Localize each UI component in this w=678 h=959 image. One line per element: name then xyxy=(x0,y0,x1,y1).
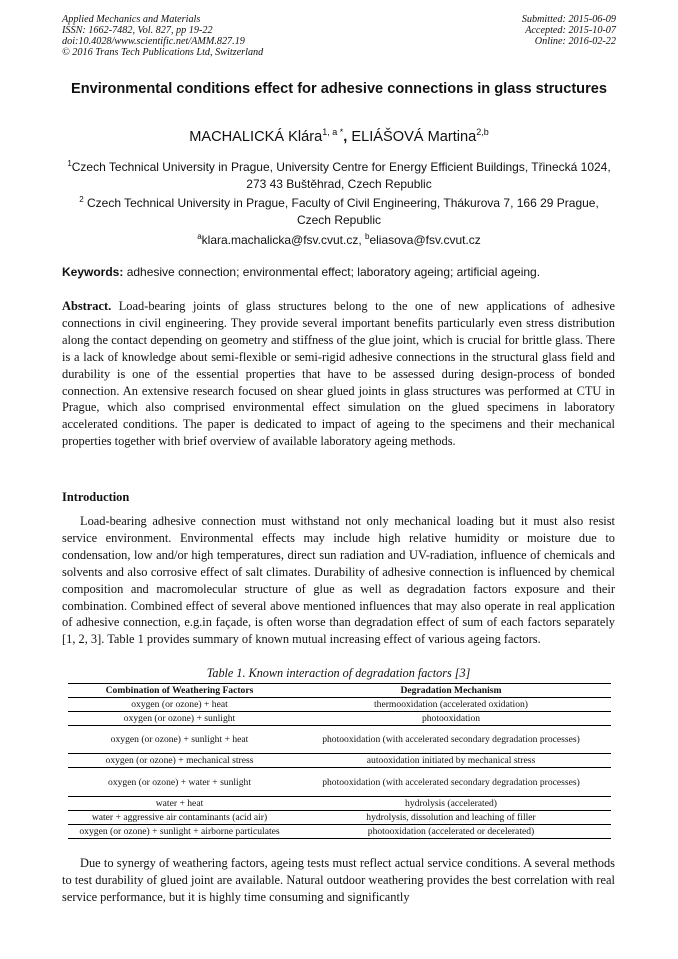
keywords-text: adhesive connection; environmental effect; laboratory ageing; artificial ageing. xyxy=(123,265,541,279)
submitted-date: Submitted: 2015-06-09 xyxy=(521,14,616,25)
table-row xyxy=(68,712,611,726)
email-a: klara.machalicka@fsv.cvut.cz, xyxy=(201,233,365,247)
table-row xyxy=(68,811,611,825)
author-1-sup: 1, a * xyxy=(322,127,344,137)
table-cell: photooxidation (accelerated or decelerated) xyxy=(291,825,611,839)
keywords-label: Keywords: xyxy=(62,265,124,279)
affiliation-1-sup: 1 xyxy=(67,159,72,168)
table-row xyxy=(68,754,611,768)
author-1: MACHALICKÁ Klára xyxy=(189,128,323,145)
table-cell: thermooxidation (accelerated oxidation) xyxy=(291,698,611,712)
journal-name: Applied Mechanics and Materials xyxy=(62,14,201,25)
author-separator: , xyxy=(343,128,352,145)
abstract-text: Load-bearing joints of glass structures belong to the one of new applications of adhesive connections in civil engineering. They provide several important benefits particularly even stress distribution along the contact depending on geometry and stiffness of the glue joint, which is crucial for brittle glass. There is a lack of knowledge about semi-flexible or semi-rigid adhesive connections in the structural glass field and durability is one of the essential properties that have to be assessed during design-process of bonded connection. An extensive research focused on shear glued joints in glass structures was performed at CTU in Prague, which also comprised environmental effect simulation on the glued specimens in laboratory accelerated conditions. The paper is dedicated to impact of ageing to the specimens and their mechanical properties together with brief overview of available laboratory ageing methods. xyxy=(62,299,615,449)
table-cell: water + aggressive air contaminants (acid air) xyxy=(68,811,291,825)
issn-line: ISSN: 1662-7482, Vol. 827, pp 19-22 xyxy=(62,25,213,36)
accepted-date: Accepted: 2015-10-07 xyxy=(525,25,616,36)
table-cell: oxygen (or ozone) + sunlight xyxy=(68,712,291,726)
keywords xyxy=(62,265,616,279)
abstract-label: Abstract. xyxy=(62,299,112,313)
paper-title: Environmental conditions effect for adhesive connections in glass structures xyxy=(70,81,608,97)
table-cell: oxygen (or ozone) + sunlight + heat xyxy=(68,726,291,754)
degradation-table xyxy=(68,683,611,839)
table-header-factors: Combination of Weathering Factors xyxy=(68,684,291,698)
table-caption: Table 1. Known interaction of degradation factors [3] xyxy=(206,666,471,680)
table-header-row xyxy=(68,684,611,698)
table-cell: photooxidation (with accelerated secondary degradation processes) xyxy=(291,726,611,754)
author-2-sup: 2,b xyxy=(476,127,489,137)
table-cell: oxygen (or ozone) + sunlight + airborne particulates xyxy=(68,825,291,839)
affiliation-2 xyxy=(62,191,616,229)
table-cell: photooxidation (with accelerated secondary degradation processes) xyxy=(291,768,611,797)
affiliation-1 xyxy=(62,155,616,193)
table-cell: water + heat xyxy=(68,797,291,811)
table-cell: oxygen (or ozone) + heat xyxy=(68,698,291,712)
table-row xyxy=(68,726,611,754)
affiliation-2-text: Czech Technical University in Prague, Faculty of Civil Engineering, Thákurova 7, 166 29 Prague, Czech Republic xyxy=(83,196,599,227)
table-row xyxy=(68,825,611,839)
abstract xyxy=(62,298,615,450)
email-b-sup: b xyxy=(365,232,370,241)
doi-line: doi:10.4028/www.scientific.net/AMM.827.19 xyxy=(62,36,245,47)
email-line xyxy=(62,228,616,249)
affiliation-2-sup: 2 xyxy=(79,195,84,204)
dates-info xyxy=(522,14,616,47)
affiliation-1-text: Czech Technical University in Prague, University Centre for Energy Efficient Buildings, Třinecká 1024, 273 43 Buštěhrad, Czech Republic xyxy=(71,160,611,191)
email-b: eliasova@fsv.cvut.cz xyxy=(369,233,481,247)
copyright-line: © 2016 Trans Tech Publications Ltd, Switzerland xyxy=(62,47,264,58)
table-row xyxy=(68,698,611,712)
author-2: ELIÁŠOVÁ Martina xyxy=(351,128,477,145)
table-cell: oxygen (or ozone) + water + sunlight xyxy=(68,768,291,797)
table-cell: oxygen (or ozone) + mechanical stress xyxy=(68,754,291,768)
journal-info xyxy=(62,14,263,58)
table-cell: hydrolysis, dissolution and leaching of filler xyxy=(291,811,611,825)
introduction-heading: Introduction xyxy=(62,490,130,504)
introduction-paragraph: Load-bearing adhesive connection must withstand not only mechanical loading but it must also resist service environment. Environmental effects may include high relative humidity or moisture due to condensation, low and/or high temperatures, direct sun radiation and UV-radiation, influence of chemicals and solvents and also corrosive effect of salt climates. Durability of adhesive connection is influenced by chemical composition and macromolecular structure of glue as well as degradation factors exposure and their combination. Combined effect of several above mentioned influences that may also operate in real application of adhesive connection, e.g.in façade, is often worse than degradation effect of sum of each factors separately [1, 2, 3]. Table 1 provides summary of known mutual increasing effect of various ageing factors. xyxy=(62,514,615,647)
authors-line xyxy=(62,127,616,145)
table-cell: photooxidation xyxy=(291,712,611,726)
table-row xyxy=(68,797,611,811)
table-cell: hydrolysis (accelerated) xyxy=(291,797,611,811)
email-a-sup: a xyxy=(197,232,202,241)
table-cell: autooxidation initiated by mechanical stress xyxy=(291,754,611,768)
table-header-mechanism: Degradation Mechanism xyxy=(291,684,611,698)
online-date: Online: 2016-02-22 xyxy=(534,36,616,47)
body-paragraph: Due to synergy of weathering factors, ageing tests must reflect actual service conditions. A several methods to test durability of glued joint are available. Natural outdoor weathering provides the best correlation with real service performance, but it is highly time consuming and significantly xyxy=(62,856,615,904)
table-row xyxy=(68,768,611,797)
